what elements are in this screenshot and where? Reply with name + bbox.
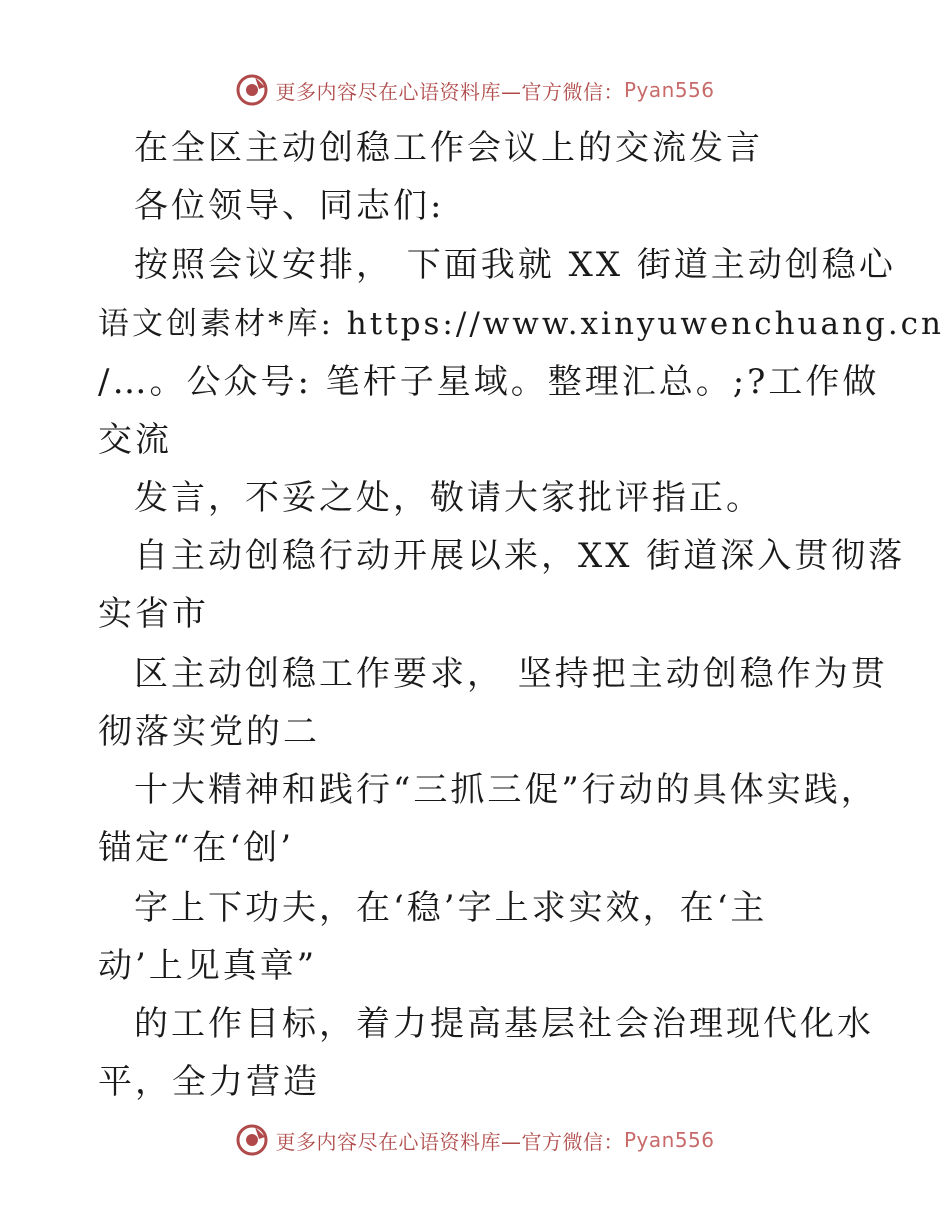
paragraph-line: 彻落实党的二 [98,712,320,752]
salutation: 各位领导、同志们: [134,186,445,226]
paragraph-line: 实省市 [98,594,209,634]
footer-banner [0,1120,950,1160]
banner-wechat-id: Pyan556 [623,1128,715,1152]
document-title: 在全区主动创稳工作会议上的交流发言 [134,128,763,168]
paragraph-line: 区主动创稳工作要求， 坚持把主动创稳作为贯 [134,654,888,694]
brand-logo-icon [235,1123,269,1157]
paragraph-line: 锚定“在‘创’ [98,828,294,868]
paragraph-line: 自主动创稳行动开展以来，XX 街道深入贯彻落 [134,536,906,576]
banner-text: 更多内容尽在心语资料库—官方微信： [275,79,624,104]
paragraph-line: 发言，不妥之处，敬请大家批评指正。 [134,478,763,518]
paragraph-line: /…。公众号: 笔杆子星域。整理汇总。;?工作做 [98,362,880,402]
banner-text: 更多内容尽在心语资料库—官方微信： [275,1129,624,1154]
paragraph-line: 字上下功夫，在‘稳’字上求实效，在‘主 [134,888,768,928]
paragraph-line: 动’上见真章” [98,946,318,986]
banner-wechat-id: Pyan556 [623,78,715,102]
paragraph-line: 平，全力营造 [98,1062,320,1102]
paragraph-line: 语文创素材*库: https://www.xinyuwenchuang.cn [98,306,944,342]
paragraph-line: 交流 [98,420,172,460]
paragraph-line: 十大精神和践行“三抓三促”行动的具体实践， [134,770,878,810]
paragraph-line: 的工作目标，着力提高基层社会治理现代化水 [134,1004,874,1044]
paragraph-line: 按照会议安排， 下面我就 XX 街道主动创稳心 [134,245,896,285]
